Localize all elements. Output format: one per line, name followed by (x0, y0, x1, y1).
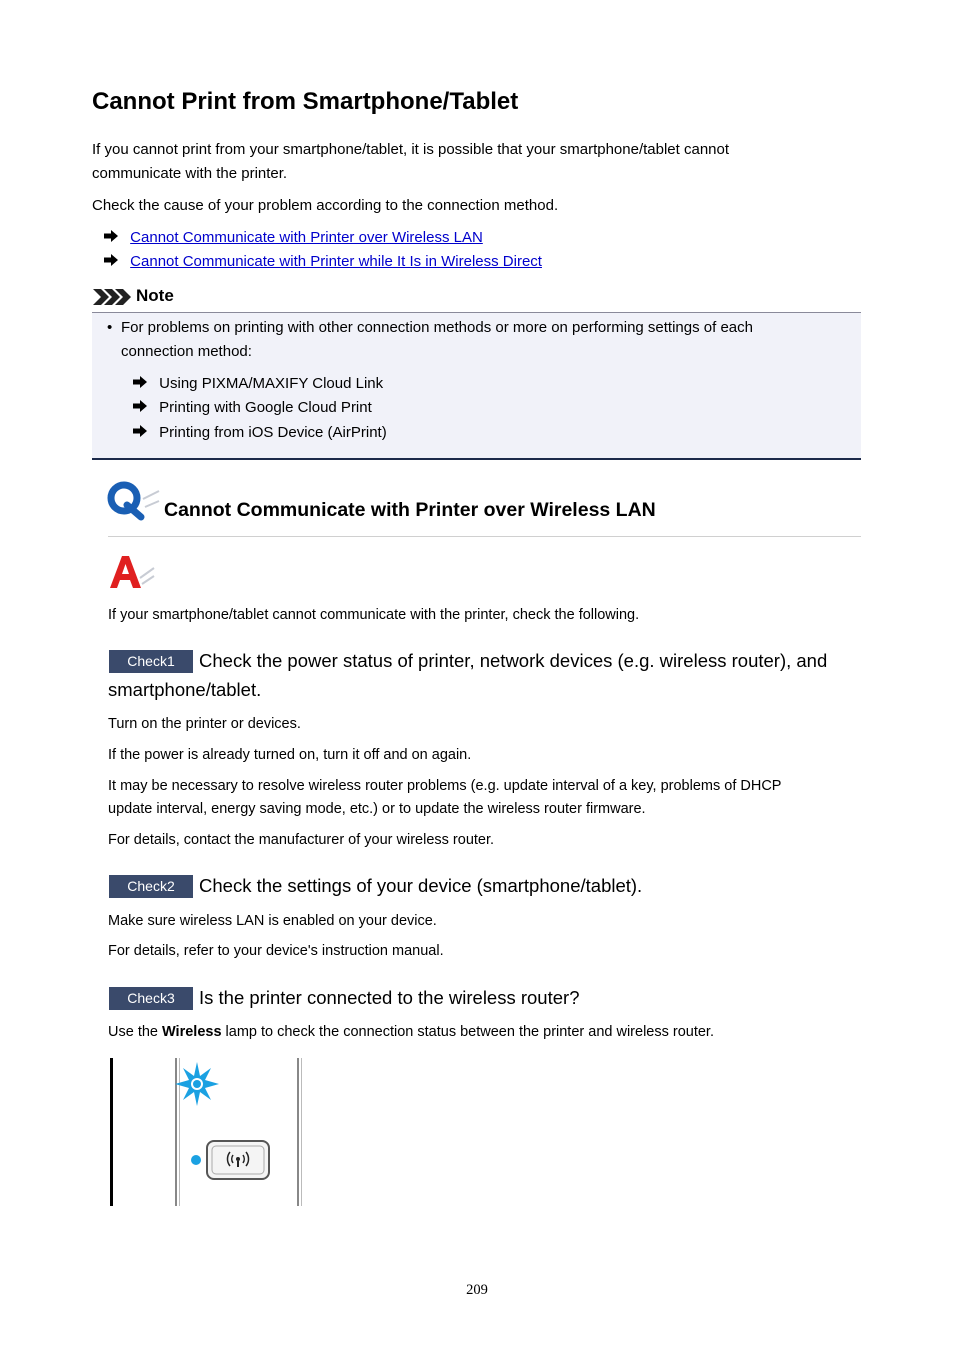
answer-a-icon (108, 554, 158, 590)
note-text: connection method: (121, 343, 252, 360)
note-item (133, 396, 372, 420)
answer-intro: If your smartphone/tablet cannot communicate with the printer, check the following. (108, 607, 640, 623)
check3-badge: Check3 (109, 987, 193, 1010)
check3-title: Is the printer connected to the wireless router? (199, 987, 580, 1008)
wireless-lamp-dot (191, 1155, 201, 1165)
link-item (104, 250, 542, 274)
note-item (133, 421, 387, 445)
check1-para: It may be necessary to resolve wireless router problems (e.g. update interval of a key, problems of DHCP (108, 778, 782, 794)
check1-badge: Check1 (109, 650, 193, 673)
note-item (133, 372, 383, 396)
note-label: Note (136, 286, 174, 305)
arrow-right-icon (133, 400, 147, 412)
check1-para: For details, contact the manufacturer of your wireless router. (108, 832, 495, 848)
note-item-label[interactable]: Printing from iOS Device (AirPrint) (159, 424, 387, 441)
check3-para-suffix: lamp to check the connection status between the printer and wireless router. (221, 1024, 714, 1040)
arrow-right-icon (133, 376, 147, 388)
bullet-dot: • (107, 319, 113, 336)
intro-line: communicate with the printer. (92, 165, 288, 182)
page-number: 209 (466, 1282, 488, 1298)
check2-para: For details, refer to your device's instruction manual. (108, 943, 444, 959)
note-box (92, 312, 861, 460)
question-divider (108, 536, 861, 537)
link-wireless-direct[interactable]: Cannot Communicate with Printer while It Is in Wireless Direct (130, 253, 542, 270)
blinking-lamp-icon (175, 1062, 219, 1106)
check1-title: Check the power status of printer, network devices (e.g. wireless router), and (199, 650, 828, 671)
check1-para: If the power is already turned on, turn it off and on again. (108, 747, 472, 763)
note-chevrons-icon (93, 287, 131, 307)
note-bullet (107, 316, 753, 364)
check2-badge: Check2 (109, 875, 193, 898)
check1-para: update interval, energy saving mode, etc.) or to update the wireless router firmware. (108, 801, 646, 817)
check2-para: Make sure wireless LAN is enabled on your device. (108, 913, 437, 929)
wireless-lamp-illustration (108, 1056, 308, 1208)
page-title: Cannot Print from Smartphone/Tablet (92, 88, 519, 115)
intro-line: If you cannot print from your smartphone/tablet, it is possible that your smartphone/tablet cannot (92, 141, 730, 158)
note-item-label[interactable]: Using PIXMA/MAXIFY Cloud Link (159, 375, 384, 392)
question-q-icon (107, 481, 163, 521)
note-text: For problems on printing with other connection methods or more on performing settings of each (121, 319, 753, 336)
arrow-right-icon (104, 230, 118, 242)
arrow-right-icon (133, 425, 147, 437)
check3-para-prefix: Use the (108, 1024, 162, 1040)
intro-paragraph (92, 138, 729, 186)
check1-para: Turn on the printer or devices. (108, 716, 301, 732)
wireless-term: Wireless (162, 1024, 222, 1040)
arrow-right-icon (104, 254, 118, 266)
check2-title: Check the settings of your device (smartphone/tablet). (199, 875, 643, 896)
link-item (104, 226, 483, 250)
link-wireless-lan[interactable]: Cannot Communicate with Printer over Wireless LAN (130, 229, 483, 246)
question-heading: Cannot Communicate with Printer over Wireless LAN (164, 499, 656, 521)
note-item-label[interactable]: Printing with Google Cloud Print (159, 399, 372, 416)
intro-paragraph-2: Check the cause of your problem according to the connection method. (92, 197, 559, 214)
check1-title-cont: smartphone/tablet. (108, 679, 262, 700)
check3-para (108, 1024, 714, 1040)
